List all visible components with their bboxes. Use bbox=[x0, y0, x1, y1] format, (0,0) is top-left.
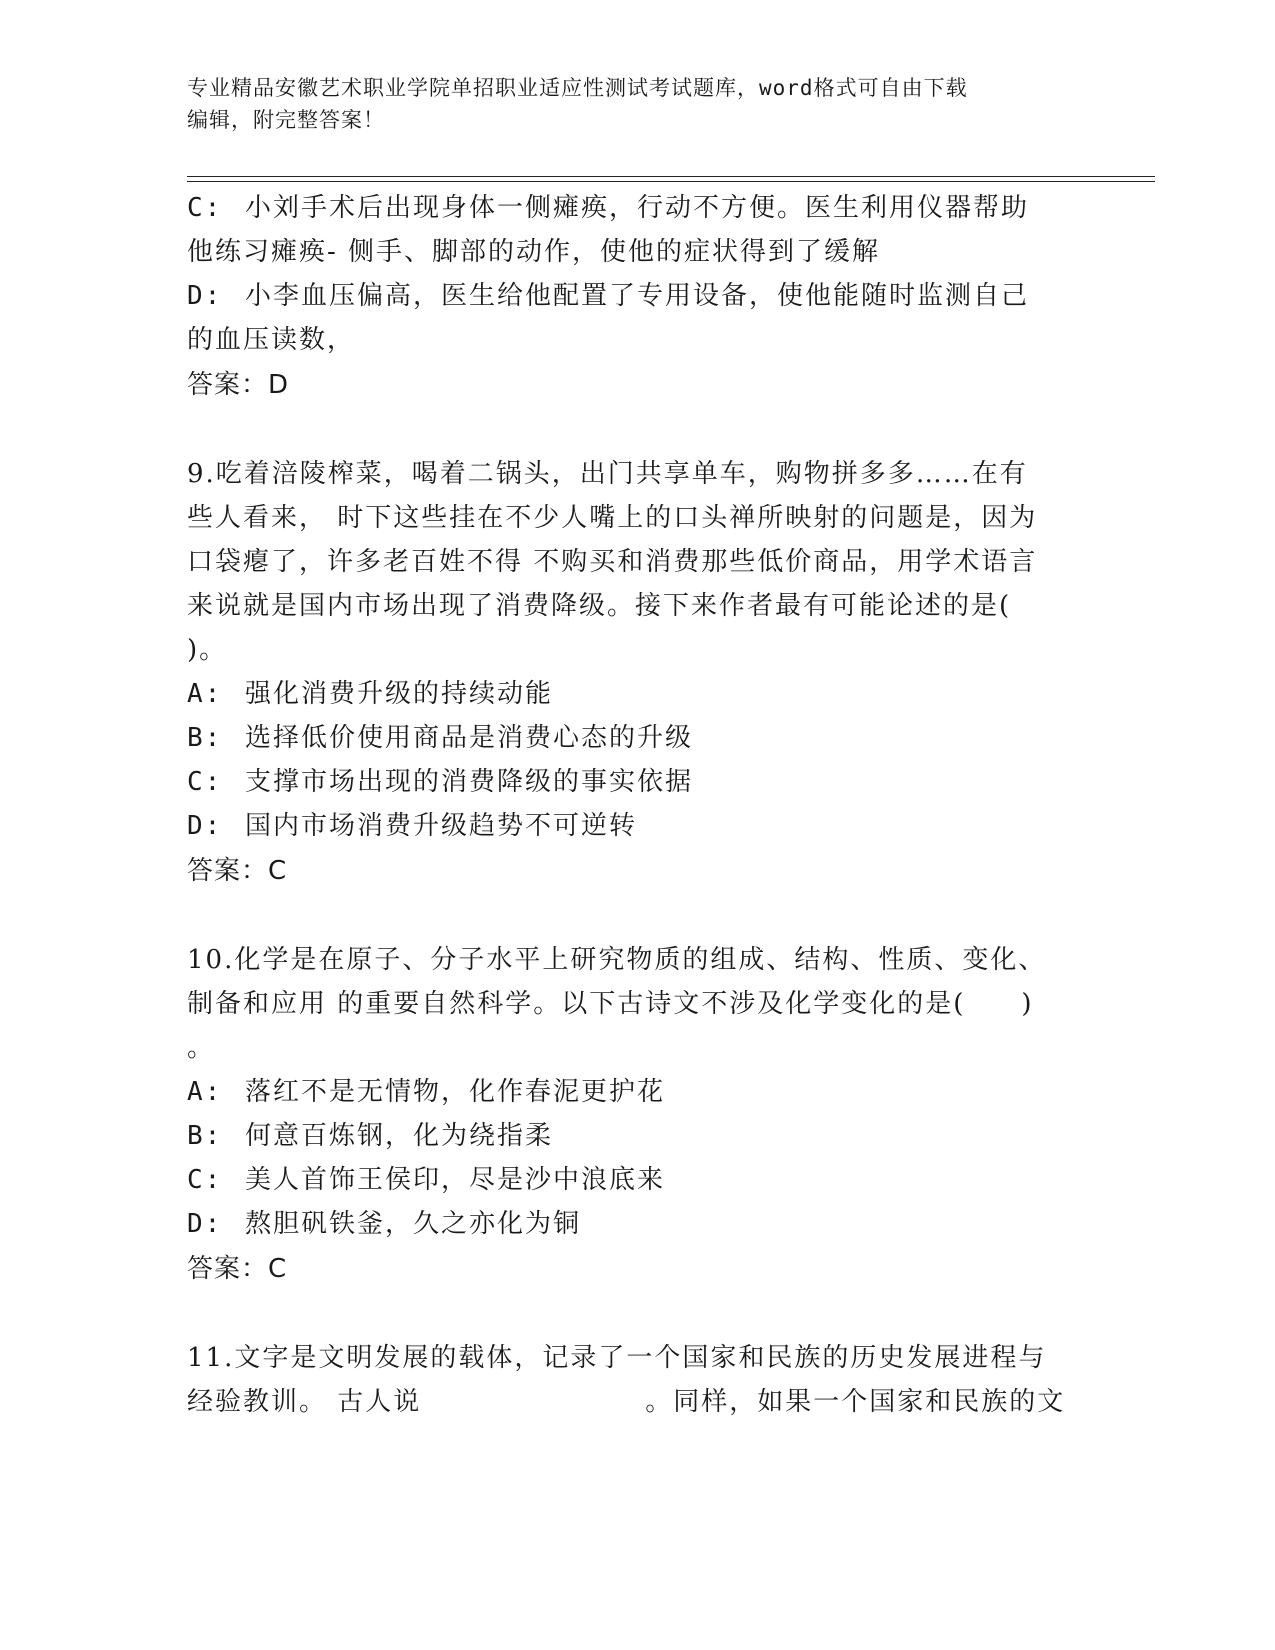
option-label: A: bbox=[187, 1077, 223, 1107]
q10-option-d bbox=[187, 1207, 581, 1241]
q8-answer: 答案：D bbox=[187, 370, 290, 400]
option-text: 国内市场消费升级趋势不可逆转 bbox=[245, 811, 638, 841]
option-label: B: bbox=[187, 1121, 223, 1151]
q10-stem-line-3: 。 bbox=[187, 1033, 216, 1063]
option-label: D: bbox=[187, 811, 223, 841]
q9-stem-line-4: 来说就是国内市场出现了消费降级。接下来作者最有可能论述的是( bbox=[187, 591, 1012, 621]
q8-option-d bbox=[187, 279, 1029, 313]
option-label: A: bbox=[187, 679, 223, 709]
q10-option-a bbox=[187, 1075, 665, 1109]
header-rule-bottom bbox=[187, 181, 1155, 182]
option-label: D: bbox=[187, 1209, 223, 1239]
q9-option-c bbox=[187, 765, 693, 799]
q10-stem-line-2: 制备和应用 的重要自然科学。以下古诗文不涉及化学变化的是( ) bbox=[187, 989, 1034, 1019]
option-text: 强化消费升级的持续动能 bbox=[245, 679, 554, 709]
header-line-1: 专业精品安徽艺术职业学院单招职业适应性测试考试题库，word格式可自由下载 bbox=[187, 76, 968, 100]
header-rule-top bbox=[187, 176, 1155, 177]
option-text: 熬胆矾铁釜，久之亦化为铜 bbox=[245, 1209, 582, 1239]
option-text: 小刘手术后出现身体一侧瘫痪，行动不方便。医生利用仪器帮助 bbox=[245, 193, 1030, 223]
option-label: D: bbox=[187, 281, 223, 311]
q10-option-c bbox=[187, 1163, 665, 1197]
q9-stem-line-1: 9.吃着涪陵榨菜，喝着二锅头，出门共享单车，购物拼多多……在有 bbox=[187, 459, 1028, 489]
q10-option-b bbox=[187, 1119, 553, 1153]
q10-stem-line-1: 10.化学是在原子、分子水平上研究物质的组成、结构、性质、变化、 bbox=[187, 945, 1047, 975]
q9-option-a bbox=[187, 677, 553, 711]
option-text: 何意百炼钢，化为绕指柔 bbox=[245, 1121, 554, 1151]
header-line-2: 编辑，附完整答案！ bbox=[187, 108, 385, 132]
option-label: B: bbox=[187, 723, 223, 753]
q9-answer: 答案：C bbox=[187, 856, 288, 886]
option-text: 选择低价使用商品是消费心态的升级 bbox=[245, 723, 694, 753]
q8-option-d-cont: 的血压读数， bbox=[187, 325, 356, 355]
q11-stem-line-1: 11.文字是文明发展的载体，记录了一个国家和民族的历史发展进程与 bbox=[187, 1343, 1047, 1373]
q9-stem-line-2: 些人看来， 时下这些挂在不少人嘴上的口头禅所映射的问题是，因为 bbox=[187, 503, 1038, 533]
option-label: C: bbox=[187, 1165, 223, 1195]
q9-stem-line-5: )。 bbox=[187, 635, 228, 665]
option-text: 支撑市场出现的消费降级的事实依据 bbox=[245, 767, 694, 797]
q8-option-c-cont: 他练习瘫痪- 侧手、脚部的动作，使他的症状得到了缓解 bbox=[187, 237, 881, 267]
q8-option-c bbox=[187, 191, 1029, 225]
page-header bbox=[187, 72, 1087, 136]
option-text: 小李血压偏高，医生给他配置了专用设备，使他能随时监测自己 bbox=[245, 281, 1030, 311]
option-label: C: bbox=[187, 767, 223, 797]
q9-option-d bbox=[187, 809, 637, 843]
option-label: C: bbox=[187, 193, 223, 223]
q9-stem-line-3: 口袋瘪了，许多老百姓不得 不购买和消费那些低价商品，用学术语言 bbox=[187, 547, 1038, 577]
option-text: 美人首饰王侯印，尽是沙中浪底来 bbox=[245, 1165, 666, 1195]
option-text: 落红不是无情物，化作春泥更护花 bbox=[245, 1077, 666, 1107]
q10-answer: 答案：C bbox=[187, 1254, 288, 1284]
q9-option-b bbox=[187, 721, 693, 755]
q11-stem-line-2: 经验教训。 古人说 。同样，如果一个国家和民族的文 bbox=[187, 1387, 1066, 1417]
